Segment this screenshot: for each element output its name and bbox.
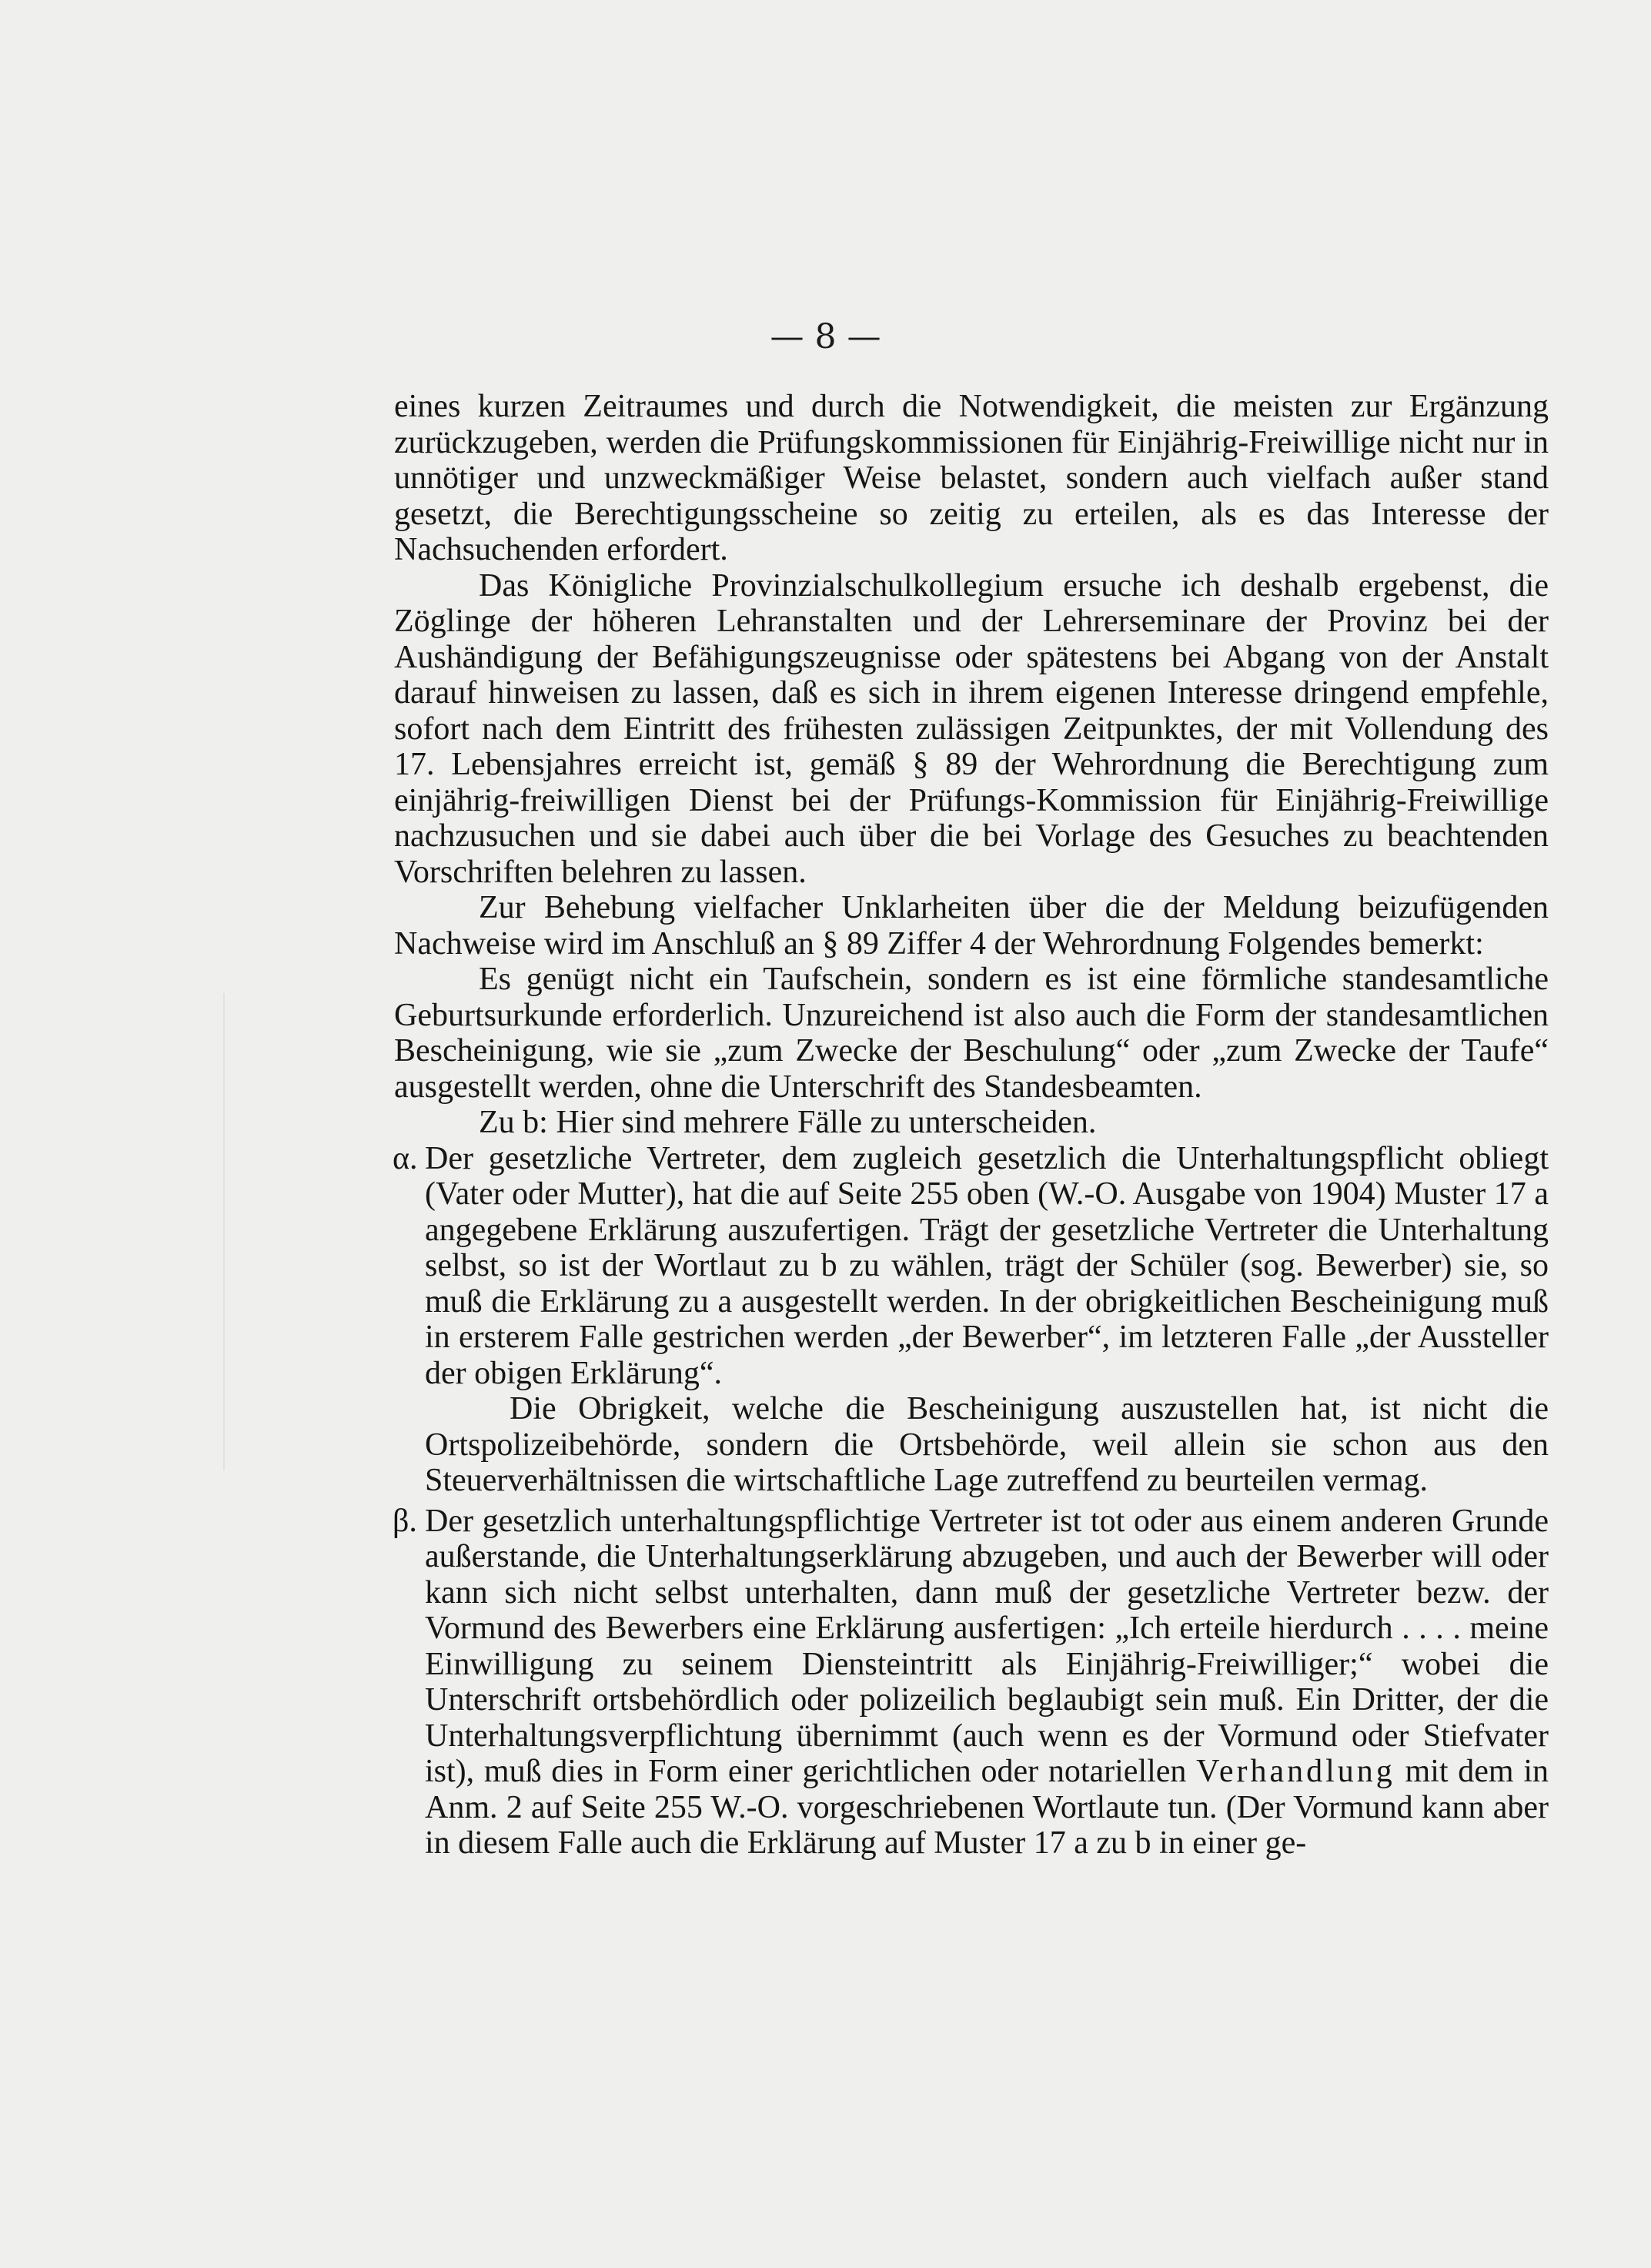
item-alpha-text: Der gesetzliche Vertreter, dem zugleich gesetzlich die Unterhaltungspflicht obliegt (Vater oder Mutter), hat die auf Seite 255 oben (W.-O. Ausgabe von 1904) Muster 17 a angegebene Erklärung auszufertigen. Trägt der gesetzliche Vertreter die Unterhaltung selbst, so ist der Wortlaut zu b zu wählen, trägt der Schüler (sog. Bewerber) sie, so muß die Erklärung zu a ausgestellt werden. In der obrigkeitlichen Bescheinigung muß in ersterem Falle gestrichen werden „der Bewerber“, im letzteren Falle „der Aussteller der obigen Erklärung“. <box>425 1140 1549 1391</box>
item-beta-text-end: mit dem in Anm. 2 auf Seite 255 W.-O. vorgeschriebenen Wortlaute tun. (Der Vormund kann aber in diesem Falle auch die Erklärung auf Muster 17 a zu b in einer ge- <box>425 1754 1549 1861</box>
body-text <box>394 389 1549 1862</box>
bleed-through-shadow <box>223 993 256 1470</box>
item-alpha-followup: Die Obrigkeit, welche die Bescheinigung auszustellen hat, ist nicht die Ortspolizeibehörde, sondern die Ortsbehörde, weil allein sie schon aus den Steuerverhältnissen die wirtschaftliche Lage zutreffend zu beurteilen vermag. <box>425 1391 1549 1498</box>
page-number: — 8 — <box>770 317 881 356</box>
item-beta-text-start: Der gesetzlich unterhaltungspflichtige Vertreter ist tot oder aus einem anderen Grunde außerstande, die Unterhaltungserklärung abzugeben, und auch der Bewerber will oder kann sich nicht selbst unterhalten, dann muß der gesetzliche Vertreter bezw. der Vormund des Bewerbers eine Erklärung ausfertigen: „Ich erteile hierdurch . . . . meine Einwilligung zu seinem Diensteintritt als Einjährig-Freiwilliger;“ wobei die Unterschrift ortsbehördlich oder polizeilich beglaubigt sein muß. Ein Dritter, der die Unterhaltungsverpflichtung übernimmt (auch wenn es der Vormund oder Stiefvater ist), muß dies in Form einer gerichtlichen oder notariellen <box>425 1503 1549 1789</box>
list-item-alpha <box>394 1141 1549 1392</box>
list-item-beta <box>394 1504 1549 1862</box>
paragraph-remarks: Zur Behebung vielfacher Unklarheiten über die der Meldung beizufügenden Nachweise wird im Anschluß an § 89 Ziffer 4 der Wehrordnung Folgendes bemerkt: <box>394 890 1549 962</box>
paragraph-continuation: eines kurzen Zeitraumes und durch die Notwendigkeit, die meisten zur Ergänzung zurückzugeben, werden die Prüfungskommissionen für Einjährig-Freiwillige nicht nur in unnötiger und unzweckmäßiger Weise belastet, sondern auch vielfach außer stand gesetzt, die Berechtigungsscheine so zeitig zu erteilen, als es das Interesse der Nachsuchenden erfordert. <box>394 389 1549 567</box>
paragraph-cases-intro: Zu b: Hier sind mehrere Fälle zu unterscheiden. <box>479 1105 1097 1140</box>
item-marker-beta: β. <box>393 1503 417 1539</box>
paragraph-birth-certificate: Es genügt nicht ein Taufschein, sondern es ist eine förmliche standesamtliche Geburtsurkunde erforderlich. Unzureichend ist also auch die Form der standesamtlichen Bescheinigung, wie sie „zum Zwecke der Beschulung“ oder „zum Zwecke der Taufe“ ausgestellt werden, ohne die Unterschrift des Standesbeamten. <box>394 962 1549 1105</box>
paragraph-request: Das Königliche Provinzialschulkollegium ersuche ich deshalb ergebenst, die Zöglinge der höheren Lehranstalten und der Lehrerseminare der Provinz bei der Aushändigung der Befähigungszeugnisse oder spätestens bei Abgang von der Anstalt darauf hinweisen zu lassen, daß es sich in ihrem eigenen Interesse dringend empfehle, sofort nach dem Eintritt des frühesten zulässigen Zeitpunktes, der mit Vollendung des 17. Lebensjahres erreicht ist, gemäß § 89 der Wehrordnung die Berechtigung zum einjährig-freiwilligen Dienst bei der Prüfungs-Kommission für Einjährig-Freiwillige nachzusuchen und sie dabei auch über die bei Vorlage des Gesuches zu beachtenden Vorschriften belehren zu lassen. <box>394 567 1549 890</box>
item-marker-alpha: α. <box>393 1140 418 1176</box>
item-beta-text <box>425 1504 1549 1862</box>
item-beta-spaced-word: Verhandlung <box>1196 1754 1395 1789</box>
